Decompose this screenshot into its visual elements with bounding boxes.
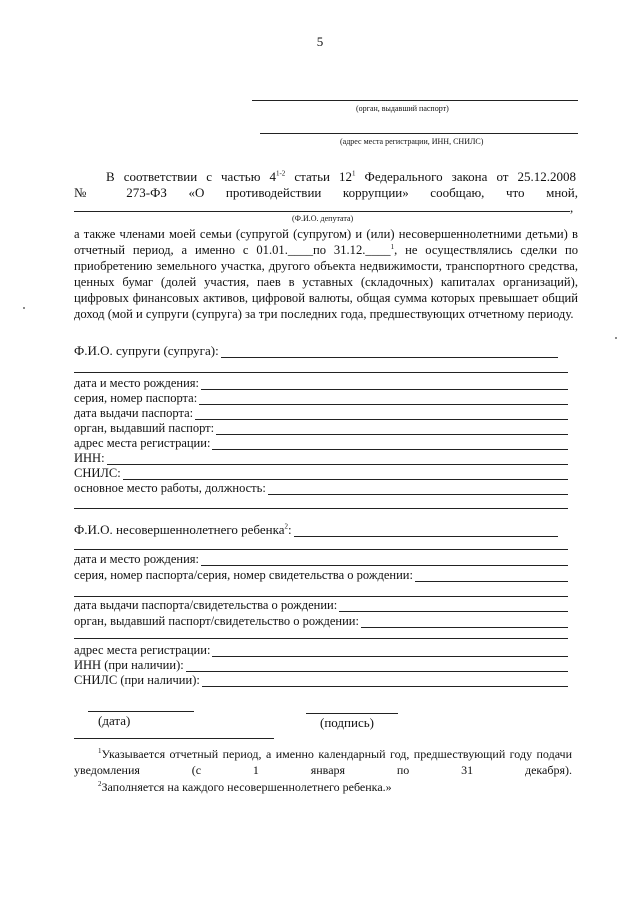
spouse-address-label: адрес места регистрации: bbox=[74, 436, 211, 450]
child-doc-issuer-blank[interactable] bbox=[361, 616, 568, 628]
spouse-birth-field[interactable] bbox=[74, 376, 568, 390]
spouse-issuer-field[interactable] bbox=[74, 421, 568, 435]
footnote-1-line-1 bbox=[74, 746, 572, 778]
deputy-fio-caption: (Ф.И.О. депутата) bbox=[292, 214, 354, 223]
spouse-passport-blank[interactable] bbox=[199, 393, 568, 405]
child-birth-label: дата и место рождения: bbox=[74, 552, 200, 566]
intro-line-2: № 273-ФЗ «О противодействии коррупции» сообщаю, что мной, bbox=[74, 185, 578, 200]
child-snils-field[interactable] bbox=[74, 673, 568, 687]
child-inn-field[interactable] bbox=[74, 658, 568, 672]
date-line[interactable] bbox=[88, 711, 194, 712]
intro-body-sup: 1 bbox=[390, 242, 395, 251]
child-fio-sup: 2 bbox=[284, 522, 288, 531]
spouse-work-field[interactable] bbox=[74, 481, 568, 495]
intro-line-1a: В соответствии с частью 4 bbox=[106, 169, 276, 184]
child-snils-blank[interactable] bbox=[202, 675, 568, 687]
address-caption: (адрес места регистрации, ИНН, СНИЛС) bbox=[340, 137, 484, 146]
address-line bbox=[260, 133, 578, 134]
intro-line-1b: статьи 12 bbox=[285, 169, 353, 184]
deputy-fio-line bbox=[74, 211, 570, 212]
child-doc-label: серия, номер паспорта/серия, номер свидетельства о рождении: bbox=[74, 568, 413, 582]
child-birth-blank[interactable] bbox=[201, 554, 568, 566]
footnote-2-num: 2 bbox=[98, 780, 102, 788]
child-fio-colon: : bbox=[287, 522, 292, 537]
intro-line-1 bbox=[106, 169, 576, 184]
child-fio-blank[interactable] bbox=[294, 525, 558, 537]
spouse-work-blank[interactable] bbox=[268, 483, 568, 495]
intro-sup-1: 1-2 bbox=[275, 169, 286, 178]
spouse-address-field[interactable] bbox=[74, 436, 568, 450]
spouse-birth-blank[interactable] bbox=[201, 378, 568, 390]
spouse-fio-blank[interactable] bbox=[221, 346, 558, 358]
spouse-issuer-blank[interactable] bbox=[216, 423, 568, 435]
spouse-birth-label: дата и место рождения: bbox=[74, 376, 200, 390]
child-doc-issuer-line-2[interactable] bbox=[74, 638, 568, 639]
child-doc-date-field[interactable] bbox=[74, 598, 568, 612]
child-doc-line-2[interactable] bbox=[74, 596, 568, 597]
child-fio-label bbox=[74, 523, 292, 537]
signature-caption: (подпись) bbox=[320, 715, 374, 730]
child-inn-label: ИНН (при наличии): bbox=[74, 658, 184, 672]
spouse-issue-date-field[interactable] bbox=[74, 406, 568, 420]
spouse-inn-blank[interactable] bbox=[107, 453, 568, 465]
spouse-address-blank[interactable] bbox=[212, 438, 568, 450]
child-birth-field[interactable] bbox=[74, 552, 568, 566]
spouse-passport-label: серия, номер паспорта: bbox=[74, 391, 198, 405]
child-snils-label: СНИЛС (при наличии): bbox=[74, 673, 200, 687]
child-doc-date-label: дата выдачи паспорта/свидетельства о рождении: bbox=[74, 598, 338, 612]
deputy-fio-comma: , bbox=[570, 200, 574, 215]
child-doc-field[interactable] bbox=[74, 568, 568, 582]
spouse-issue-date-blank[interactable] bbox=[195, 408, 568, 420]
intro-body-a: а также членами моей семьи (супругой (супругом) и (или) несовершеннолетними детьми) в отчетный период, а именно с 01.01.____по 31.12.____ bbox=[74, 227, 578, 257]
spouse-work-label: основное место работы, должность: bbox=[74, 481, 266, 495]
child-address-label: адрес места регистрации: bbox=[74, 643, 211, 657]
signature-line[interactable] bbox=[306, 713, 398, 714]
spouse-issue-date-label: дата выдачи паспорта: bbox=[74, 406, 194, 420]
footnote-separator bbox=[74, 738, 274, 739]
child-address-field[interactable] bbox=[74, 643, 568, 657]
footnote-2 bbox=[98, 779, 572, 795]
spouse-inn-field[interactable] bbox=[74, 451, 568, 465]
spouse-work-line-2[interactable] bbox=[74, 508, 568, 509]
spouse-issuer-label: орган, выдавший паспорт: bbox=[74, 421, 215, 435]
child-address-blank[interactable] bbox=[212, 645, 568, 657]
spouse-inn-label: ИНН: bbox=[74, 451, 105, 465]
scan-dot bbox=[615, 337, 617, 339]
footnote-2-text: Заполняется на каждого несовершеннолетнего ребенка.» bbox=[101, 780, 392, 794]
spouse-snils-field[interactable] bbox=[74, 466, 568, 480]
spouse-passport-field[interactable] bbox=[74, 391, 568, 405]
spouse-fio-label: Ф.И.О. супруги (супруга): bbox=[74, 343, 219, 358]
child-fio-text: Ф.И.О. несовершеннолетнего ребенка bbox=[74, 522, 285, 537]
child-inn-blank[interactable] bbox=[186, 660, 568, 672]
footnote-1-text: Указывается отчетный период, а именно календарный год, предшествующий году подачи уведомления (с 1 января по 31 декабря). bbox=[74, 747, 572, 777]
scan-dot bbox=[23, 307, 25, 309]
intro-body-b: , не осуществлялись сделки по приобретению земельного участка, другого объекта недвижимости, транспортного средства, ценных бумаг (долей участия, паев в уставных (складочных) капиталах организаций), цифровых финансовых активов, цифровой валюты, общая сумма которых превышает общий доход (мой и супруги (супруга) за три последних года, предшествующих отчетному периоду. bbox=[74, 243, 578, 321]
child-doc-blank[interactable] bbox=[415, 570, 568, 582]
intro-sup-2: 1 bbox=[352, 169, 356, 178]
issuer-caption: (орган, выдавший паспорт) bbox=[356, 104, 449, 113]
date-caption: (дата) bbox=[98, 713, 131, 728]
child-fio-line-2[interactable] bbox=[74, 549, 568, 550]
spouse-snils-label: СНИЛС: bbox=[74, 466, 121, 480]
child-doc-issuer-field[interactable] bbox=[74, 614, 568, 628]
child-doc-issuer-label: орган, выдавший паспорт/свидетельство о рождении: bbox=[74, 614, 359, 628]
child-doc-date-blank[interactable] bbox=[339, 600, 568, 612]
intro-body bbox=[74, 226, 578, 322]
child-fio-field[interactable] bbox=[74, 523, 558, 537]
footnote-1-num: 1 bbox=[98, 747, 102, 755]
spouse-fio-field[interactable] bbox=[74, 344, 558, 358]
spouse-fio-line-2[interactable] bbox=[74, 372, 568, 373]
issuer-line bbox=[252, 100, 578, 101]
intro-line-1c: Федерального закона от 25.12.2008 bbox=[355, 169, 576, 184]
page-number: 5 bbox=[316, 34, 324, 49]
spouse-snils-blank[interactable] bbox=[123, 468, 568, 480]
